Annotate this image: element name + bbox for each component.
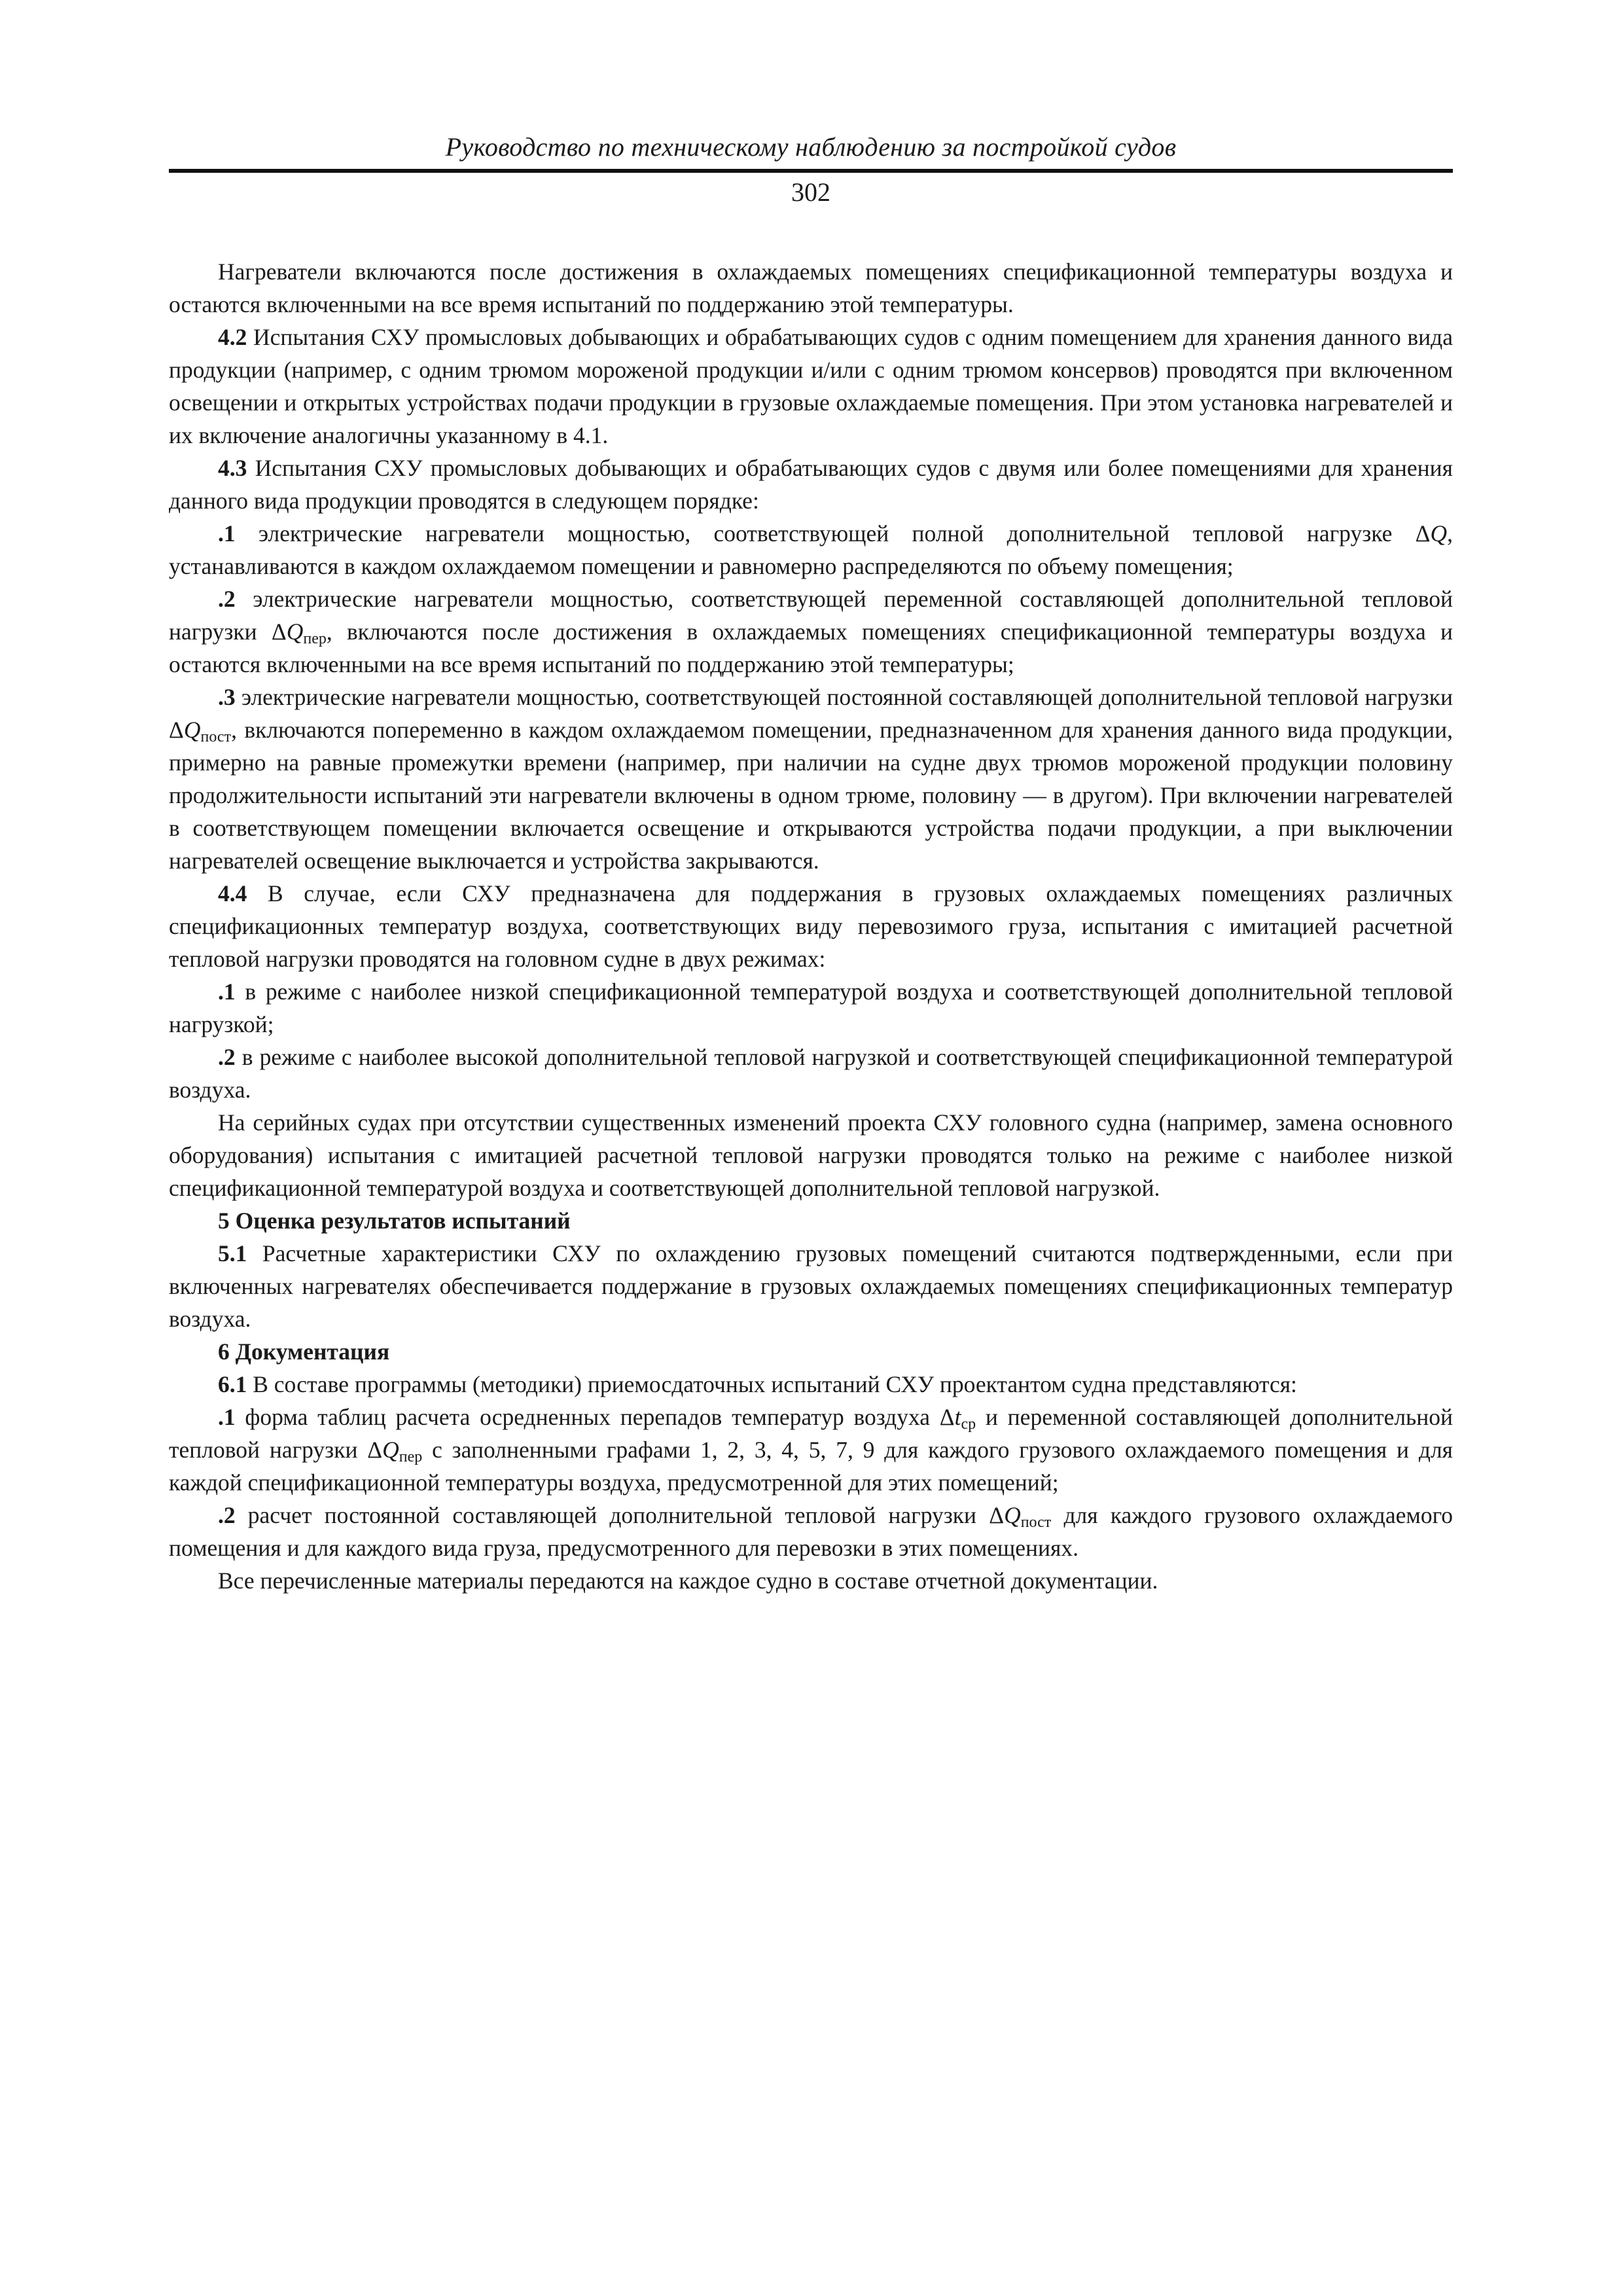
paragraph-heaters-note: Нагреватели включаются после достижения в охлаждаемых помещениях спецификационной температуры воздуха и остаются включенными на все время испытаний по поддержанию этой температуры. xyxy=(169,259,1453,317)
paragraph-4-2: 4.2 Испытания СХУ промысловых добывающих и обрабатывающих судов с одним помещением для хранения данного вида продукции (например, с одним трюмом мороженой продукции и/или с одним трюмом консервов) проводятся при включенном освещении и открытых устройствах подачи продукции в грузовые охлаждаемые помещения. При этом установка нагревателей и их включение аналогичны указанному в 4.1. xyxy=(169,324,1453,448)
paragraph-final: Все перечисленные материалы передаются на каждое судно в составе отчетной документации. xyxy=(218,1568,1158,1594)
item-4-3-2: .2 электрические нагреватели мощностью, соответствующей переменной составляющей дополнительной тепловой нагрузки $\Delta Q_{пер}$, включаются после достижения в охлаждаемых помещениях спецификационной температуры воздуха и остаются включенными на все время испытаний по поддержанию этой температуры; xyxy=(169,586,1453,677)
paragraph-4-4: 4.4 В случае, если СХУ предназначена для поддержания в грузовых охлаждаемых помещениях различных спецификационных температур воздуха, соответствующих виду перевозимого груза, испытания с имитацией расчетной тепловой нагрузки проводятся на головном судне в двух режимах: xyxy=(169,880,1453,972)
item-6-1-2: .2 расчет постоянной составляющей дополнительной тепловой нагрузки $\Delta Q_{пост}$ для каждого грузового охлаждаемого помещения и для каждого вида груза, предусмотренного для перевозки в этих помещениях. xyxy=(169,1502,1453,1561)
item-number: .1 xyxy=(218,520,236,547)
item-4-4-2: .2 в режиме с наиболее высокой дополнительной тепловой нагрузкой и соответствующей спецификационной температурой воздуха. xyxy=(169,1044,1453,1103)
item-number: .3 xyxy=(218,684,236,710)
item-4-3-1: .1 электрические нагреватели мощностью, соответствующей полной дополнительной тепловой нагрузке ΔQ, устанавливаются в каждом охлаждаемом помещении и равномерно распределяются по объему помещения; xyxy=(169,520,1453,579)
page-number: 302 xyxy=(791,177,830,207)
page-header xyxy=(169,131,1453,208)
clause-number: 4.4 xyxy=(218,880,247,906)
math-q: Q xyxy=(1430,520,1448,547)
delta-symbol: Δ xyxy=(989,1502,1005,1528)
subscript: пер xyxy=(303,630,327,647)
delta-symbol: Δ xyxy=(271,619,287,645)
math-q: Q xyxy=(382,1437,399,1463)
clause-number: 5.1 xyxy=(218,1240,247,1266)
subscript: пост xyxy=(200,728,232,745)
subscript: пер xyxy=(399,1448,423,1465)
subscript: ср xyxy=(961,1416,976,1433)
item-number: .1 xyxy=(218,978,236,1005)
delta-symbol: Δ xyxy=(169,717,184,743)
paragraph-4-3: 4.3 Испытания СХУ промысловых добывающих и обрабатывающих судов с двумя или более помещениями для хранения данного вида продукции проводятся в следующем порядке: xyxy=(169,455,1453,514)
paragraph-5-1: 5.1 Расчетные характеристики СХУ по охлаждению грузовых помещений считаются подтвержденными, если при включенных нагревателях обеспечивается поддержание в грузовых охлаждаемых помещениях спецификационных температур воздуха. xyxy=(169,1240,1453,1332)
body-text xyxy=(169,255,1453,1597)
section-heading-6: 6 Документация xyxy=(218,1338,390,1365)
paragraph-serial-ships: На серийных судах при отсутствии существенных изменений проекта СХУ головного судна (например, замена основного оборудования) испытания с имитацией расчетной тепловой нагрузки проводятся только на режиме с наиболее низкой спецификационной температурой воздуха и соответствующей дополнительной тепловой нагрузкой. xyxy=(169,1109,1453,1201)
paragraph-6-1: 6.1 В составе программы (методики) приемосдаточных испытаний СХУ проектантом судна представляются: xyxy=(218,1371,1297,1397)
math-q: Q xyxy=(1004,1502,1021,1528)
delta-symbol: Δ xyxy=(939,1404,955,1430)
section-heading-5: 5 Оценка результатов испытаний xyxy=(218,1208,571,1234)
clause-number: 4.2 xyxy=(218,324,247,350)
delta-symbol: Δ xyxy=(1415,520,1431,547)
math-q: Q xyxy=(286,619,304,645)
item-4-4-1: .1 в режиме с наиболее низкой спецификационной температурой воздуха и соответствующей дополнительной тепловой нагрузкой; xyxy=(169,978,1453,1037)
item-6-1-1: .1 форма таблиц расчета осредненных перепадов температур воздуха $\Delta t_{ср}$ и переменной составляющей дополнительной тепловой нагрузки $\Delta Q_{пер}$ с заполненными графами 1, 2, 3, 4, 5, 7, 9 для каждого грузового охлаждаемого помещения и для каждой спецификационной температуры воздуха, предусмотренной для этих помещений; xyxy=(169,1404,1453,1496)
subscript: пост xyxy=(1020,1514,1052,1531)
delta-symbol: Δ xyxy=(367,1437,383,1463)
item-number: .1 xyxy=(218,1404,236,1430)
running-title: Руководство по техническому наблюдению за постройкой судов xyxy=(445,132,1177,162)
item-number: .2 xyxy=(218,586,236,612)
item-4-3-3: .3 электрические нагреватели мощностью, соответствующей постоянной составляющей дополнительной тепловой нагрузки $\Delta Q_{пост}$, включаются попеременно в каждом охлаждаемом помещении, предназначенном для хранения данного вида продукции, примерно на равные промежутки времени (например, при наличии на судне двух трюмов мороженой продукции половину продолжительности испытаний эти нагреватели включены в одном трюме, половину — в другом). При включении нагревателей в соответствующем помещении включается освещение и открываются устройства подачи продукции, а при выключении нагревателей освещение выключается и устройства закрываются. xyxy=(169,684,1453,874)
clause-number: 6.1 xyxy=(218,1371,247,1397)
item-number: .2 xyxy=(218,1044,236,1070)
math-q: Q xyxy=(183,717,201,743)
math-t: t xyxy=(954,1404,961,1430)
header-rule xyxy=(169,169,1453,173)
item-number: .2 xyxy=(218,1502,236,1528)
clause-number: 4.3 xyxy=(218,455,247,481)
